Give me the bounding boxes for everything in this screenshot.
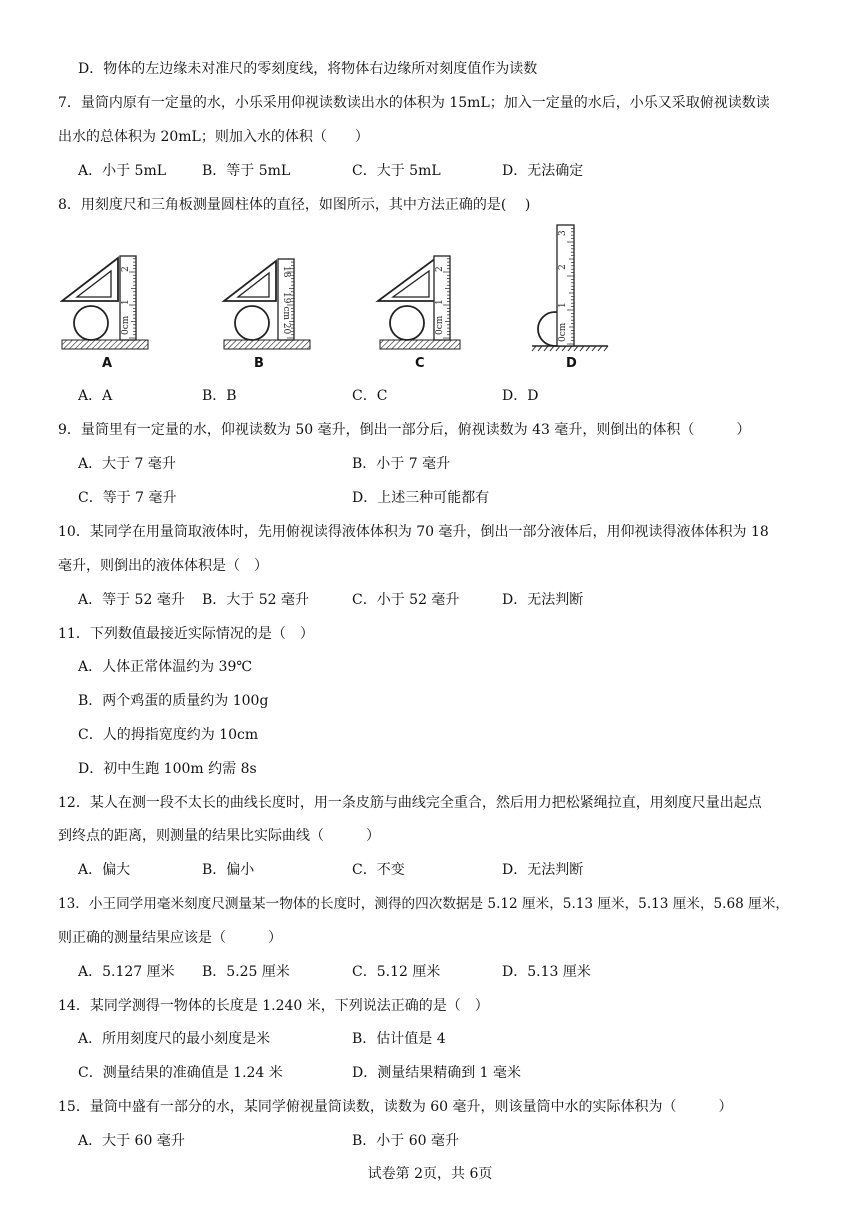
- panel-d: [532, 225, 608, 351]
- ruler-c-mark-2: 2: [435, 266, 445, 272]
- q12-option-c: C．不变: [352, 862, 405, 878]
- figure-label-b: B: [254, 356, 264, 371]
- question-10-line-1: 10．某同学在用量筒取液体时，先用俯视读得液体体积为 70 毫升，倒出一部分液体后，用仰视读得液体体积为 18: [58, 524, 769, 540]
- q8-option-a: A．A: [78, 388, 113, 404]
- figure-label-a: A: [102, 356, 113, 371]
- q7-option-b: B．等于 5mL: [202, 163, 291, 179]
- q13-option-b: B．5.25 厘米: [202, 964, 290, 980]
- q12-option-a: A．偏大: [78, 862, 131, 878]
- q10-option-a: A．等于 52 毫升: [78, 592, 185, 608]
- ruler-c-mark-0: 0cm: [435, 315, 445, 335]
- question-12-line-1: 12．某人在测一段不太长的曲线长度时，用一条皮筋与曲线完全重合，然后用力把松紧绳拉直，用刻度尺量出起点: [58, 795, 762, 811]
- q9-option-c: C．等于 7 毫升: [78, 490, 177, 506]
- question-12-line-2: 到终点的距离，则测量的结果比实际曲线（ ）: [58, 828, 380, 844]
- q14-option-c: C．测量结果的准确值是 1.24 米: [78, 1065, 283, 1081]
- q14-option-b: B．估计值是 4: [352, 1031, 446, 1047]
- figure-label-c: C: [415, 356, 425, 371]
- ruler-a-mark-2: 2: [121, 266, 131, 272]
- question-11: 11．下列数值最接近实际情况的是（ ）: [58, 626, 314, 642]
- q8-option-d: D．D: [502, 388, 539, 404]
- q7-option-c: C．大于 5mL: [352, 163, 441, 179]
- ruler-a-mark-0: 0cm: [121, 315, 131, 335]
- q7-option-a: A．小于 5mL: [78, 163, 167, 179]
- question-13-line-2: 则正确的测量结果应该是（ ）: [58, 930, 282, 946]
- page-footer: 试卷第 2页，共 6页: [367, 1166, 493, 1182]
- q10-option-c: C．小于 52 毫升: [352, 592, 460, 608]
- ruler-c-mark-1: 1: [435, 299, 445, 305]
- q15-option-a: A．大于 60 毫升: [78, 1133, 185, 1149]
- q12-option-b: B．偏小: [202, 862, 255, 878]
- ruler-d-mark-1: 1: [558, 302, 568, 308]
- question-15: 15．量筒中盛有一部分的水，某同学俯视量筒读数，读数为 60 毫升，则该量筒中水的实际体积为（ ）: [58, 1099, 733, 1115]
- q9-option-b: B．小于 7 毫升: [352, 456, 451, 472]
- q14-option-d: D．测量结果精确到 1 毫米: [352, 1065, 522, 1081]
- q7-option-d: D．无法确定: [502, 163, 584, 179]
- q11-option-a: A．人体正常体温约为 39℃: [78, 659, 253, 675]
- q15-option-b: B．小于 60 毫升: [352, 1133, 460, 1149]
- ruler-b-mark-19-20: 19 cm 20: [281, 292, 291, 335]
- panel-b: [224, 259, 310, 349]
- q13-option-d: D．5.13 厘米: [502, 964, 591, 980]
- q10-option-d: D．无法判断: [502, 592, 584, 608]
- question-14: 14．某同学测得一物体的长度是 1.240 米，下列说法正确的是（ ）: [58, 998, 489, 1014]
- q9-option-d: D．上述三种可能都有: [352, 490, 490, 506]
- question-9: 9．量筒里有一定量的水，仰视读数为 50 毫升，倒出一部分后，俯视读数为 43 毫升，则倒出的体积（ ）: [58, 422, 751, 438]
- measurement-figure: [60, 222, 620, 380]
- q9-option-a: A．大于 7 毫升: [78, 456, 176, 472]
- figure-label-d: D: [566, 356, 577, 371]
- q11-option-d: D．初中生跑 100m 约需 8s: [78, 761, 257, 777]
- q10-option-b: B．大于 52 毫升: [202, 592, 310, 608]
- question-8: 8．用刻度尺和三角板测量圆柱体的直径，如图所示，其中方法正确的是( ): [58, 197, 531, 213]
- q11-option-c: C．人的拇指宽度约为 10cm: [78, 727, 259, 743]
- q8-option-c: C．C: [352, 388, 388, 404]
- q8-option-b: B．B: [202, 388, 237, 404]
- question-7-line-2: 出水的总体积为 20mL；则加入水的体积（ ）: [58, 129, 369, 145]
- q11-option-b: B．两个鸡蛋的质量约为 100g: [78, 693, 269, 709]
- q14-option-a: A．所用刻度尺的最小刻度是米: [78, 1031, 271, 1047]
- q13-option-a: A．5.127 厘米: [78, 964, 175, 980]
- q13-option-c: C．5.12 厘米: [352, 964, 441, 980]
- question-7-line-1: 7．量筒内原有一定量的水，小乐采用仰视读数读出水的体积为 15mL；加入一定量的水后，小乐又采取俯视读数读: [58, 95, 770, 111]
- ruler-diagram: [60, 222, 620, 380]
- ruler-d-mark-3: 3: [558, 230, 568, 236]
- ruler-d-mark-2: 2: [558, 264, 568, 270]
- q12-option-d: D．无法判断: [502, 862, 584, 878]
- q6-option-d: D．物体的左边缘未对准尺的零刻度线，将物体右边缘所对刻度值作为读数: [78, 61, 538, 77]
- ruler-d-mark-0: 0cm: [558, 322, 568, 342]
- ruler-b-mark-18: 18: [281, 266, 291, 278]
- ruler-a-mark-1: 1: [121, 299, 131, 305]
- question-13-line-1: 13．小王同学用毫米刻度尺测量某一物体的长度时，测得的四次数据是 5.12 厘米，5.13 厘米，5.13 厘米，5.68 厘米，: [58, 896, 789, 912]
- question-10-line-2: 毫升，则倒出的液体体积是（ ）: [58, 558, 268, 574]
